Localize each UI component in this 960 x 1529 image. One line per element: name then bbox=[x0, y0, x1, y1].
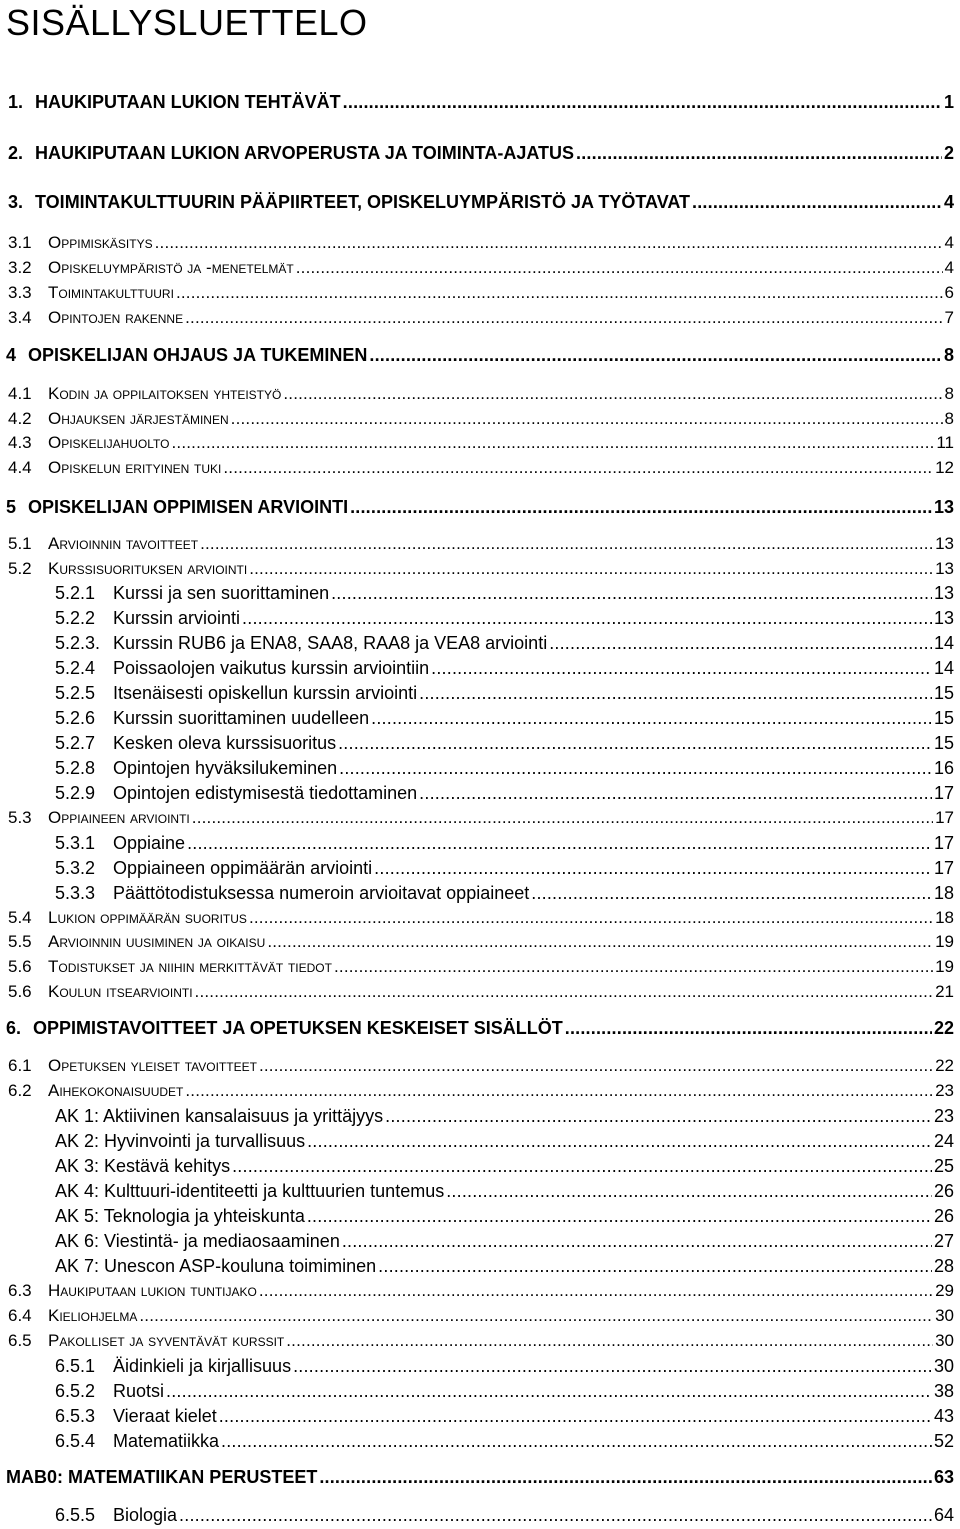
toc-entry-number: 6.5.3 bbox=[55, 1406, 96, 1426]
toc-entry-page: 26 bbox=[933, 1206, 954, 1226]
toc-entry-page: 8 bbox=[944, 409, 954, 428]
toc-entry[interactable] bbox=[8, 1055, 954, 1077]
toc-entry-page: 11 bbox=[936, 433, 954, 452]
toc-entry-title: Oppiaineen arviointi bbox=[48, 808, 190, 827]
toc-entry-title: AK 6: Viestintä- ja mediaosaaminen bbox=[55, 1231, 340, 1251]
toc-entry-title: AK 1: Aktiivinen kansalaisuus ja yrittäjyys bbox=[55, 1106, 384, 1126]
dot-leader bbox=[195, 981, 934, 1003]
toc-entry[interactable] bbox=[55, 782, 954, 804]
toc-entry-number: 5.3 bbox=[8, 808, 32, 827]
dot-leader bbox=[185, 307, 942, 329]
toc-entry-page: 30 bbox=[933, 1356, 954, 1376]
toc-entry-title: AK 2: Hyvinvointi ja turvallisuus bbox=[55, 1131, 306, 1151]
toc-entry-number: 5.2 bbox=[8, 559, 32, 578]
dot-leader bbox=[531, 882, 932, 904]
dot-leader bbox=[342, 1230, 932, 1252]
toc-entry-title: Todistukset ja niihin merkittävät tiedot bbox=[48, 957, 332, 976]
toc-entry-page: 15 bbox=[933, 708, 954, 728]
toc-entry-title: HAUKIPUTAAN LUKION ARVOPERUSTA JA TOIMINTA-AJATUS bbox=[35, 143, 575, 163]
dot-leader bbox=[338, 732, 932, 754]
toc-entry-number: 5.3.3 bbox=[55, 883, 96, 903]
toc-entry-page: 13 bbox=[935, 534, 954, 553]
toc-entry-page: 17 bbox=[935, 808, 954, 827]
toc-entry-page: 63 bbox=[933, 1467, 954, 1487]
dot-leader bbox=[176, 282, 943, 304]
toc-entry-title: Poissaolojen vaikutus kurssin arviointiin bbox=[113, 658, 430, 678]
toc-entry-page: 7 bbox=[944, 308, 954, 327]
toc-entry-page: 4 bbox=[944, 233, 954, 252]
toc-entry-number: 5.2.2 bbox=[55, 608, 96, 628]
toc-entry-page: 28 bbox=[933, 1256, 954, 1276]
toc-entry-title: Vieraat kielet bbox=[113, 1406, 217, 1426]
toc-entry[interactable] bbox=[8, 1080, 954, 1102]
toc-entry[interactable] bbox=[55, 732, 954, 754]
toc-entry-title: Oppiaineen oppimäärän arviointi bbox=[113, 858, 373, 878]
toc-entry-page: 19 bbox=[935, 932, 954, 951]
toc-entry[interactable] bbox=[6, 1466, 954, 1488]
toc-entry-title: Oppimiskäsitys bbox=[48, 233, 153, 252]
toc-entry-title: Kurssi ja sen suorittaminen bbox=[113, 583, 330, 603]
dot-leader bbox=[267, 931, 933, 953]
toc-entry-page: 43 bbox=[933, 1406, 954, 1426]
toc-entry-page: 64 bbox=[933, 1505, 954, 1525]
toc-entry-number: 5 bbox=[6, 497, 17, 517]
toc-entry[interactable] bbox=[55, 607, 954, 629]
toc-entry-number: 4.3 bbox=[8, 433, 32, 452]
toc-entry-number: 6.5 bbox=[8, 1331, 32, 1350]
toc-entry[interactable] bbox=[8, 408, 954, 430]
dot-leader bbox=[139, 1305, 933, 1327]
toc-entry-title: Kesken oleva kurssisuoritus bbox=[113, 733, 337, 753]
toc-entry-title: Kodin ja oppilaitoksen yhteistyö bbox=[48, 384, 282, 403]
dot-leader bbox=[219, 1405, 932, 1427]
toc-entry-number: 6.5.5 bbox=[55, 1505, 96, 1525]
toc-entry[interactable] bbox=[55, 632, 954, 654]
toc-entry-title: Opintojen edistymisestä tiedottaminen bbox=[113, 783, 418, 803]
toc-entry-page: 8 bbox=[944, 384, 954, 403]
toc-entry[interactable] bbox=[8, 1280, 954, 1302]
toc-entry-title: Lukion oppimäärän suoritus bbox=[48, 908, 247, 927]
toc-entry-title: Kurssin suorittaminen uudelleen bbox=[113, 708, 370, 728]
toc-entry-page: 17 bbox=[933, 783, 954, 803]
toc-entry[interactable] bbox=[55, 582, 954, 604]
toc-entry-number: 3.2 bbox=[8, 258, 32, 277]
toc-entry-page: 26 bbox=[933, 1181, 954, 1201]
toc-entry-title: Arvioinnin uusiminen ja oikaisu bbox=[48, 932, 266, 951]
toc-entry-title: OPISKELIJAN OPPIMISEN ARVIOINTI bbox=[28, 497, 349, 517]
dot-leader bbox=[166, 1380, 932, 1402]
toc-entry[interactable] bbox=[8, 558, 954, 580]
toc-entry[interactable] bbox=[55, 882, 954, 904]
toc-entry[interactable] bbox=[55, 757, 954, 779]
toc-entry-title: Haukiputaan lukion tuntijako bbox=[48, 1281, 257, 1300]
toc-entry-title: Koulun itsearviointi bbox=[48, 982, 193, 1001]
dot-leader bbox=[692, 191, 942, 213]
toc-entry-number: 6.1 bbox=[8, 1056, 32, 1075]
toc-entry-title: Biologia bbox=[113, 1505, 178, 1525]
toc-entry-number: 5.4 bbox=[8, 908, 32, 927]
toc-entry[interactable] bbox=[55, 1380, 954, 1402]
toc-entry-number: 1. bbox=[8, 92, 24, 112]
dot-leader bbox=[371, 707, 932, 729]
toc-entry-page: 1 bbox=[943, 92, 954, 112]
dot-leader bbox=[223, 457, 933, 479]
toc-entry[interactable] bbox=[8, 931, 954, 953]
toc-entry-page: 14 bbox=[933, 633, 954, 653]
toc-entry-page: 24 bbox=[933, 1131, 954, 1151]
toc-entry[interactable] bbox=[6, 1017, 954, 1039]
toc-entry[interactable] bbox=[55, 707, 954, 729]
toc-entry-number: 6.5.4 bbox=[55, 1431, 96, 1451]
dot-leader bbox=[293, 1355, 932, 1377]
toc-entry-page: 38 bbox=[933, 1381, 954, 1401]
toc-entry-title: HAUKIPUTAAN LUKION TEHTÄVÄT bbox=[35, 92, 341, 112]
toc-entry-title: AK 3: Kestävä kehitys bbox=[55, 1156, 231, 1176]
toc-entry[interactable] bbox=[8, 907, 954, 929]
toc-entry[interactable] bbox=[55, 1205, 954, 1227]
toc-entry-title: Arvioinnin tavoitteet bbox=[48, 534, 199, 553]
dot-leader bbox=[187, 832, 932, 854]
toc-entry[interactable] bbox=[55, 1504, 954, 1526]
toc-entry[interactable] bbox=[55, 1130, 954, 1152]
toc-entry[interactable] bbox=[8, 257, 954, 279]
toc-entry-page: 17 bbox=[933, 833, 954, 853]
toc-entry[interactable] bbox=[55, 832, 954, 854]
toc-entry-number: 6.5.1 bbox=[55, 1356, 96, 1376]
toc-entry-page: 22 bbox=[935, 1056, 954, 1075]
toc-entry-title: Kieliohjelma bbox=[48, 1306, 138, 1325]
dot-leader bbox=[185, 1080, 933, 1102]
dot-leader bbox=[374, 857, 932, 879]
dot-leader bbox=[334, 956, 933, 978]
toc-entry[interactable] bbox=[55, 1405, 954, 1427]
toc-entry[interactable] bbox=[8, 956, 954, 978]
toc-entry-number: 5.2.4 bbox=[55, 658, 96, 678]
toc-entry-page: 4 bbox=[944, 258, 954, 277]
toc-entry-number: 3.1 bbox=[8, 233, 32, 252]
toc-entry-number: 5.1 bbox=[8, 534, 32, 553]
toc-entry-title: Päättötodistuksessa numeroin arvioitavat oppiaineet bbox=[113, 883, 530, 903]
toc-entry-number: 5.6 bbox=[8, 957, 32, 976]
dot-leader bbox=[249, 907, 933, 929]
dot-leader bbox=[179, 1504, 932, 1526]
toc-entry-title: Opintojen rakenne bbox=[48, 308, 184, 327]
toc-entry-title: MAB0: MATEMATIIKAN PERUSTEET bbox=[6, 1467, 318, 1487]
toc-entry[interactable] bbox=[55, 1155, 954, 1177]
dot-leader bbox=[307, 1205, 932, 1227]
toc-entry-page: 23 bbox=[933, 1106, 954, 1126]
dot-leader bbox=[286, 1330, 933, 1352]
toc-entry-title: OPISKELIJAN OHJAUS JA TUKEMINEN bbox=[28, 345, 368, 365]
toc-entry[interactable] bbox=[55, 1255, 954, 1277]
dot-leader bbox=[200, 533, 933, 555]
toc-entry-number: 3.4 bbox=[8, 308, 32, 327]
toc-entry-page: 8 bbox=[943, 345, 954, 365]
toc-entry-page: 13 bbox=[933, 497, 954, 517]
dot-leader bbox=[343, 91, 942, 113]
dot-leader bbox=[232, 1155, 932, 1177]
toc-entry-title: Opiskelun erityinen tuki bbox=[48, 458, 222, 477]
toc-entry[interactable] bbox=[8, 807, 954, 829]
dot-leader bbox=[259, 1280, 933, 1302]
toc-entry[interactable] bbox=[8, 383, 954, 405]
dot-leader bbox=[307, 1130, 932, 1152]
toc-entry-title: AK 7: Unescon ASP-kouluna toimiminen bbox=[55, 1256, 377, 1276]
toc-entry-title: Kurssin arviointi bbox=[113, 608, 241, 628]
dot-leader bbox=[369, 344, 942, 366]
dot-leader bbox=[283, 383, 942, 405]
dot-leader bbox=[419, 782, 932, 804]
toc-entry-page: 29 bbox=[935, 1281, 954, 1300]
toc-entry-page: 12 bbox=[935, 458, 954, 477]
toc-entry-page: 16 bbox=[933, 758, 954, 778]
toc-entry[interactable] bbox=[6, 496, 954, 518]
toc-entry-page: 13 bbox=[933, 583, 954, 603]
toc-entry-page: 22 bbox=[933, 1018, 954, 1038]
toc-entry-title: Ruotsi bbox=[113, 1381, 165, 1401]
dot-leader bbox=[249, 558, 933, 580]
toc-entry-number: 6.2 bbox=[8, 1081, 32, 1100]
toc-entry-page: 15 bbox=[933, 683, 954, 703]
dot-leader bbox=[378, 1255, 932, 1277]
toc-entry[interactable] bbox=[55, 1230, 954, 1252]
dot-leader bbox=[192, 807, 933, 829]
toc-entry-number: 6.4 bbox=[8, 1306, 32, 1325]
toc-entry[interactable] bbox=[6, 344, 954, 366]
toc-entry-page: 2 bbox=[943, 143, 954, 163]
toc-entry[interactable] bbox=[55, 682, 954, 704]
toc-entry-number: 3. bbox=[8, 192, 24, 212]
toc-entry-page: 30 bbox=[935, 1306, 954, 1325]
toc-entry-page: 18 bbox=[933, 883, 954, 903]
toc-entry-page: 17 bbox=[933, 858, 954, 878]
toc-entry-title: Aihekokonaisuudet bbox=[48, 1081, 184, 1100]
toc-entry[interactable] bbox=[55, 1430, 954, 1452]
dot-leader bbox=[231, 408, 943, 430]
toc-entry-title: AK 5: Teknologia ja yhteiskunta bbox=[55, 1206, 305, 1226]
toc-entry-page: 52 bbox=[933, 1431, 954, 1451]
toc-entry-page: 15 bbox=[933, 733, 954, 753]
dot-leader bbox=[385, 1105, 932, 1127]
toc-entry-number: 5.2.6 bbox=[55, 708, 96, 728]
toc-entry-title: Opiskelijahuolto bbox=[48, 433, 170, 452]
toc-entry-number: 5.6 bbox=[8, 982, 32, 1001]
toc-entry-number: 2. bbox=[8, 143, 24, 163]
toc-entry-title: AK 4: Kulttuuri-identiteetti ja kulttuurien tuntemus bbox=[55, 1181, 445, 1201]
toc-entry-page: 13 bbox=[935, 559, 954, 578]
toc-entry[interactable] bbox=[8, 282, 954, 304]
toc-entry[interactable] bbox=[55, 657, 954, 679]
toc-entry-page: 18 bbox=[935, 908, 954, 927]
toc-entry-number: 5.3.1 bbox=[55, 833, 96, 853]
dot-leader bbox=[446, 1180, 932, 1202]
toc-entry-page: 19 bbox=[935, 957, 954, 976]
toc-entry-title: Kurssisuorituksen arviointi bbox=[48, 559, 248, 578]
toc-entry-page: 13 bbox=[933, 608, 954, 628]
dot-leader bbox=[296, 257, 943, 279]
toc-entry-number: 5.2.9 bbox=[55, 783, 96, 803]
dot-leader bbox=[565, 1017, 932, 1039]
dot-leader bbox=[339, 757, 932, 779]
toc-entry-number: 5.2.3. bbox=[55, 633, 101, 653]
toc-entry-title: Oppiaine bbox=[113, 833, 186, 853]
toc-entry[interactable] bbox=[8, 91, 954, 113]
toc-entry-page: 23 bbox=[935, 1081, 954, 1100]
toc-entry-number: 4.1 bbox=[8, 384, 32, 403]
dot-leader bbox=[319, 1466, 932, 1488]
toc-entry-page: 30 bbox=[935, 1331, 954, 1350]
toc-entry-number: 4 bbox=[6, 345, 17, 365]
toc-entry-number: 5.3.2 bbox=[55, 858, 96, 878]
dot-leader bbox=[155, 232, 943, 254]
toc-entry-number: 3.3 bbox=[8, 283, 32, 302]
toc-entry[interactable] bbox=[8, 533, 954, 555]
toc-entry[interactable] bbox=[55, 1105, 954, 1127]
toc-entry[interactable] bbox=[8, 191, 954, 213]
toc-entry-page: 21 bbox=[935, 982, 954, 1001]
toc-entry-page: 14 bbox=[933, 658, 954, 678]
toc-entry[interactable] bbox=[8, 1305, 954, 1327]
toc-entry-page: 27 bbox=[933, 1231, 954, 1251]
toc-entry-page: 6 bbox=[944, 283, 954, 302]
page-title: SISÄLLYSLUETTELO bbox=[6, 2, 368, 43]
dot-leader bbox=[576, 142, 942, 164]
toc-entry[interactable] bbox=[8, 432, 954, 454]
toc-entry-number: 6.3 bbox=[8, 1281, 32, 1300]
toc-entry-title: Opiskeluympäristö ja -menetelmät bbox=[48, 258, 294, 277]
toc-entry-title: Opintojen hyväksilukeminen bbox=[113, 758, 338, 778]
toc-entry[interactable] bbox=[8, 1330, 954, 1352]
toc-entry-number: 4.4 bbox=[8, 458, 32, 477]
dot-leader bbox=[171, 432, 934, 454]
toc-entry-number: 5.2.5 bbox=[55, 683, 96, 703]
toc-entry[interactable] bbox=[8, 142, 954, 164]
toc-entry-title: Pakolliset ja syventävät kurssit bbox=[48, 1331, 285, 1350]
toc-entry-title: Matematiikka bbox=[113, 1431, 220, 1451]
dot-leader bbox=[331, 582, 932, 604]
toc-entry-number: 6.5.2 bbox=[55, 1381, 96, 1401]
toc-entry-title: Ohjauksen järjestäminen bbox=[48, 409, 229, 428]
dot-leader bbox=[549, 632, 932, 654]
toc-entry-number: 5.2.8 bbox=[55, 758, 96, 778]
toc-entry[interactable] bbox=[55, 1355, 954, 1377]
toc-entry-title: Itsenäisesti opiskellun kurssin arviointi bbox=[113, 683, 418, 703]
toc-entry-number: 4.2 bbox=[8, 409, 32, 428]
dot-leader bbox=[350, 496, 932, 518]
toc-entry-number: 5.2.1 bbox=[55, 583, 96, 603]
dot-leader bbox=[242, 607, 932, 629]
toc-entry[interactable] bbox=[55, 857, 954, 879]
dot-leader bbox=[259, 1055, 933, 1077]
dot-leader bbox=[221, 1430, 932, 1452]
dot-leader bbox=[419, 682, 932, 704]
toc-entry-number: 5.2.7 bbox=[55, 733, 96, 753]
toc-entry-page: 25 bbox=[933, 1156, 954, 1176]
toc-entry-title: Toimintakulttuuri bbox=[48, 283, 174, 302]
toc-entry[interactable] bbox=[8, 457, 954, 479]
toc-entry[interactable] bbox=[55, 1180, 954, 1202]
toc-entry-title: Opetuksen yleiset tavoitteet bbox=[48, 1056, 257, 1075]
dot-leader bbox=[431, 657, 932, 679]
toc-entry-page: 4 bbox=[943, 192, 954, 212]
toc-entry[interactable] bbox=[8, 232, 954, 254]
toc-entry-title: TOIMINTAKULTTUURIN PÄÄPIIRTEET, OPISKELUYMPÄRISTÖ JA TYÖTAVAT bbox=[35, 192, 691, 212]
toc-entry-title: Kurssin RUB6 ja ENA8, SAA8, RAA8 ja VEA8 arviointi bbox=[113, 633, 548, 653]
toc-entry-title: Äidinkieli ja kirjallisuus bbox=[113, 1356, 292, 1376]
toc-entry[interactable] bbox=[8, 981, 954, 1003]
toc-entry-title: OPPIMISTAVOITTEET JA OPETUKSEN KESKEISET SISÄLLÖT bbox=[33, 1018, 563, 1038]
toc-entry-number: 6. bbox=[6, 1018, 22, 1038]
toc-entry[interactable] bbox=[8, 307, 954, 329]
toc-entry-number: 5.5 bbox=[8, 932, 32, 951]
